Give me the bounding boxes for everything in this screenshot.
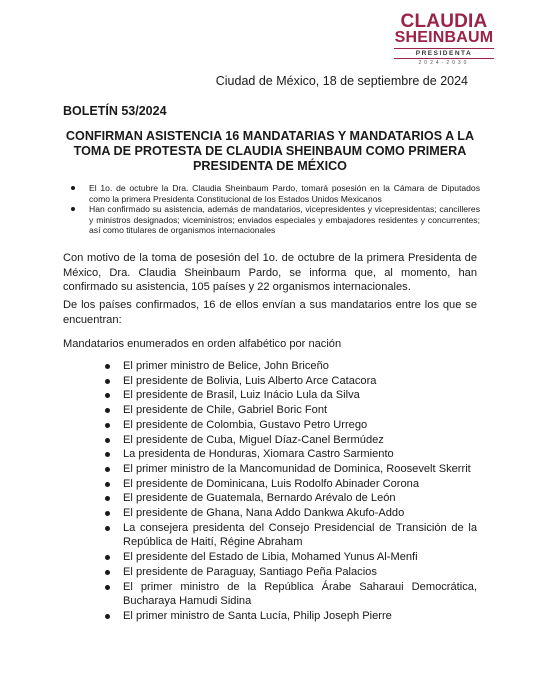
leader-item: El presidente de Ghana, Nana Addo Dankwa Akufo-Addo (105, 506, 477, 521)
leader-item: El presidente de Guatemala, Bernardo Arévalo de León (105, 491, 477, 506)
summary-item: El 1o. de octubre la Dra. Claudia Sheinbaum Pardo, tomará posesión en la Cámara de Diputados como la primera Presidenta Constitucional de los Estados Unidos Mexicanos (63, 183, 480, 204)
summary-list (63, 183, 480, 236)
logo-line-term: 2024-2030 (418, 60, 470, 66)
leader-item: El presidente de Cuba, Miguel Díaz-Canel Bermúdez (105, 433, 477, 448)
leaders-list (105, 359, 477, 624)
leader-item: El primer ministro de Santa Lucía, Philip Joseph Pierre (105, 609, 477, 624)
leader-item: El presidente de Chile, Gabriel Boric Font (105, 403, 477, 418)
body-paragraph-intro: Con motivo de la toma de posesión del 1o. de octubre de la primera Presidenta de México, Dra. Claudia Sheinbaum Pardo, se informa que, al momento, han confirmado su asistencia, 105 países y 22 organismos internacionales. (63, 252, 477, 293)
leader-item: El presidente de Colombia, Gustavo Petro Urrego (105, 418, 477, 433)
body-paragraph-confirmed: De los países confirmados, 16 de ellos envían a sus mandatarios entre los que se encuentran: (63, 299, 477, 326)
body-paragraph-list-caption: Mandatarios enumerados en orden alfabético por nación (63, 338, 342, 350)
dateline: Ciudad de México, 18 de septiembre de 2024 (215, 74, 468, 88)
summary-item: Han confirmado su asistencia, además de mandatarios, vicepresidentes y vicepresidentas; cancilleres y ministros designados; viceministros; enviados especiales y embajadores residentes y concurrentes; así como titulares de organismos internacionales (63, 204, 480, 236)
leader-item: El primer ministro de Belice, John Briceño (105, 359, 477, 374)
leader-item: La consejera presidenta del Consejo Presidencial de Transición de la República de Haití, Régine Abraham (105, 521, 477, 550)
logo-line-claudia: CLAUDIA (400, 11, 488, 32)
bulletin-number: BOLETÍN 53/2024 (63, 104, 167, 118)
logo-line-presidenta: PRESIDENTA (394, 48, 494, 59)
logo-line-sheinbaum: SHEINBAUM (394, 29, 494, 46)
campaign-logo (394, 11, 494, 66)
leader-item: El presidente de Paraguay, Santiago Peña Palacios (105, 565, 477, 580)
leader-item: El primer ministro de la Mancomunidad de Dominica, Roosevelt Skerrit (105, 462, 477, 477)
leader-item: El presidente de Bolivia, Luis Alberto Arce Catacora (105, 374, 477, 389)
leader-item: El presidente de Brasil, Luiz Inácio Lula da Silva (105, 388, 477, 403)
leader-item: El presidente de Dominicana, Luis Rodolfo Abinader Corona (105, 477, 477, 492)
leader-item: La presidenta de Honduras, Xiomara Castro Sarmiento (105, 447, 477, 462)
headline: CONFIRMAN ASISTENCIA 16 MANDATARIAS Y MANDATARIOS A LA TOMA DE PROTESTA DE CLAUDIA SHEINBAUM COMO PRIMERA PRESIDENTA DE MÉXICO (65, 129, 475, 173)
leader-item: El presidente del Estado de Libia, Mohamed Yunus Al-Menfi (105, 550, 477, 565)
leader-item: El primer ministro de la República Árabe Saharaui Democrática, Bucharaya Hamudi Sidina (105, 580, 477, 609)
